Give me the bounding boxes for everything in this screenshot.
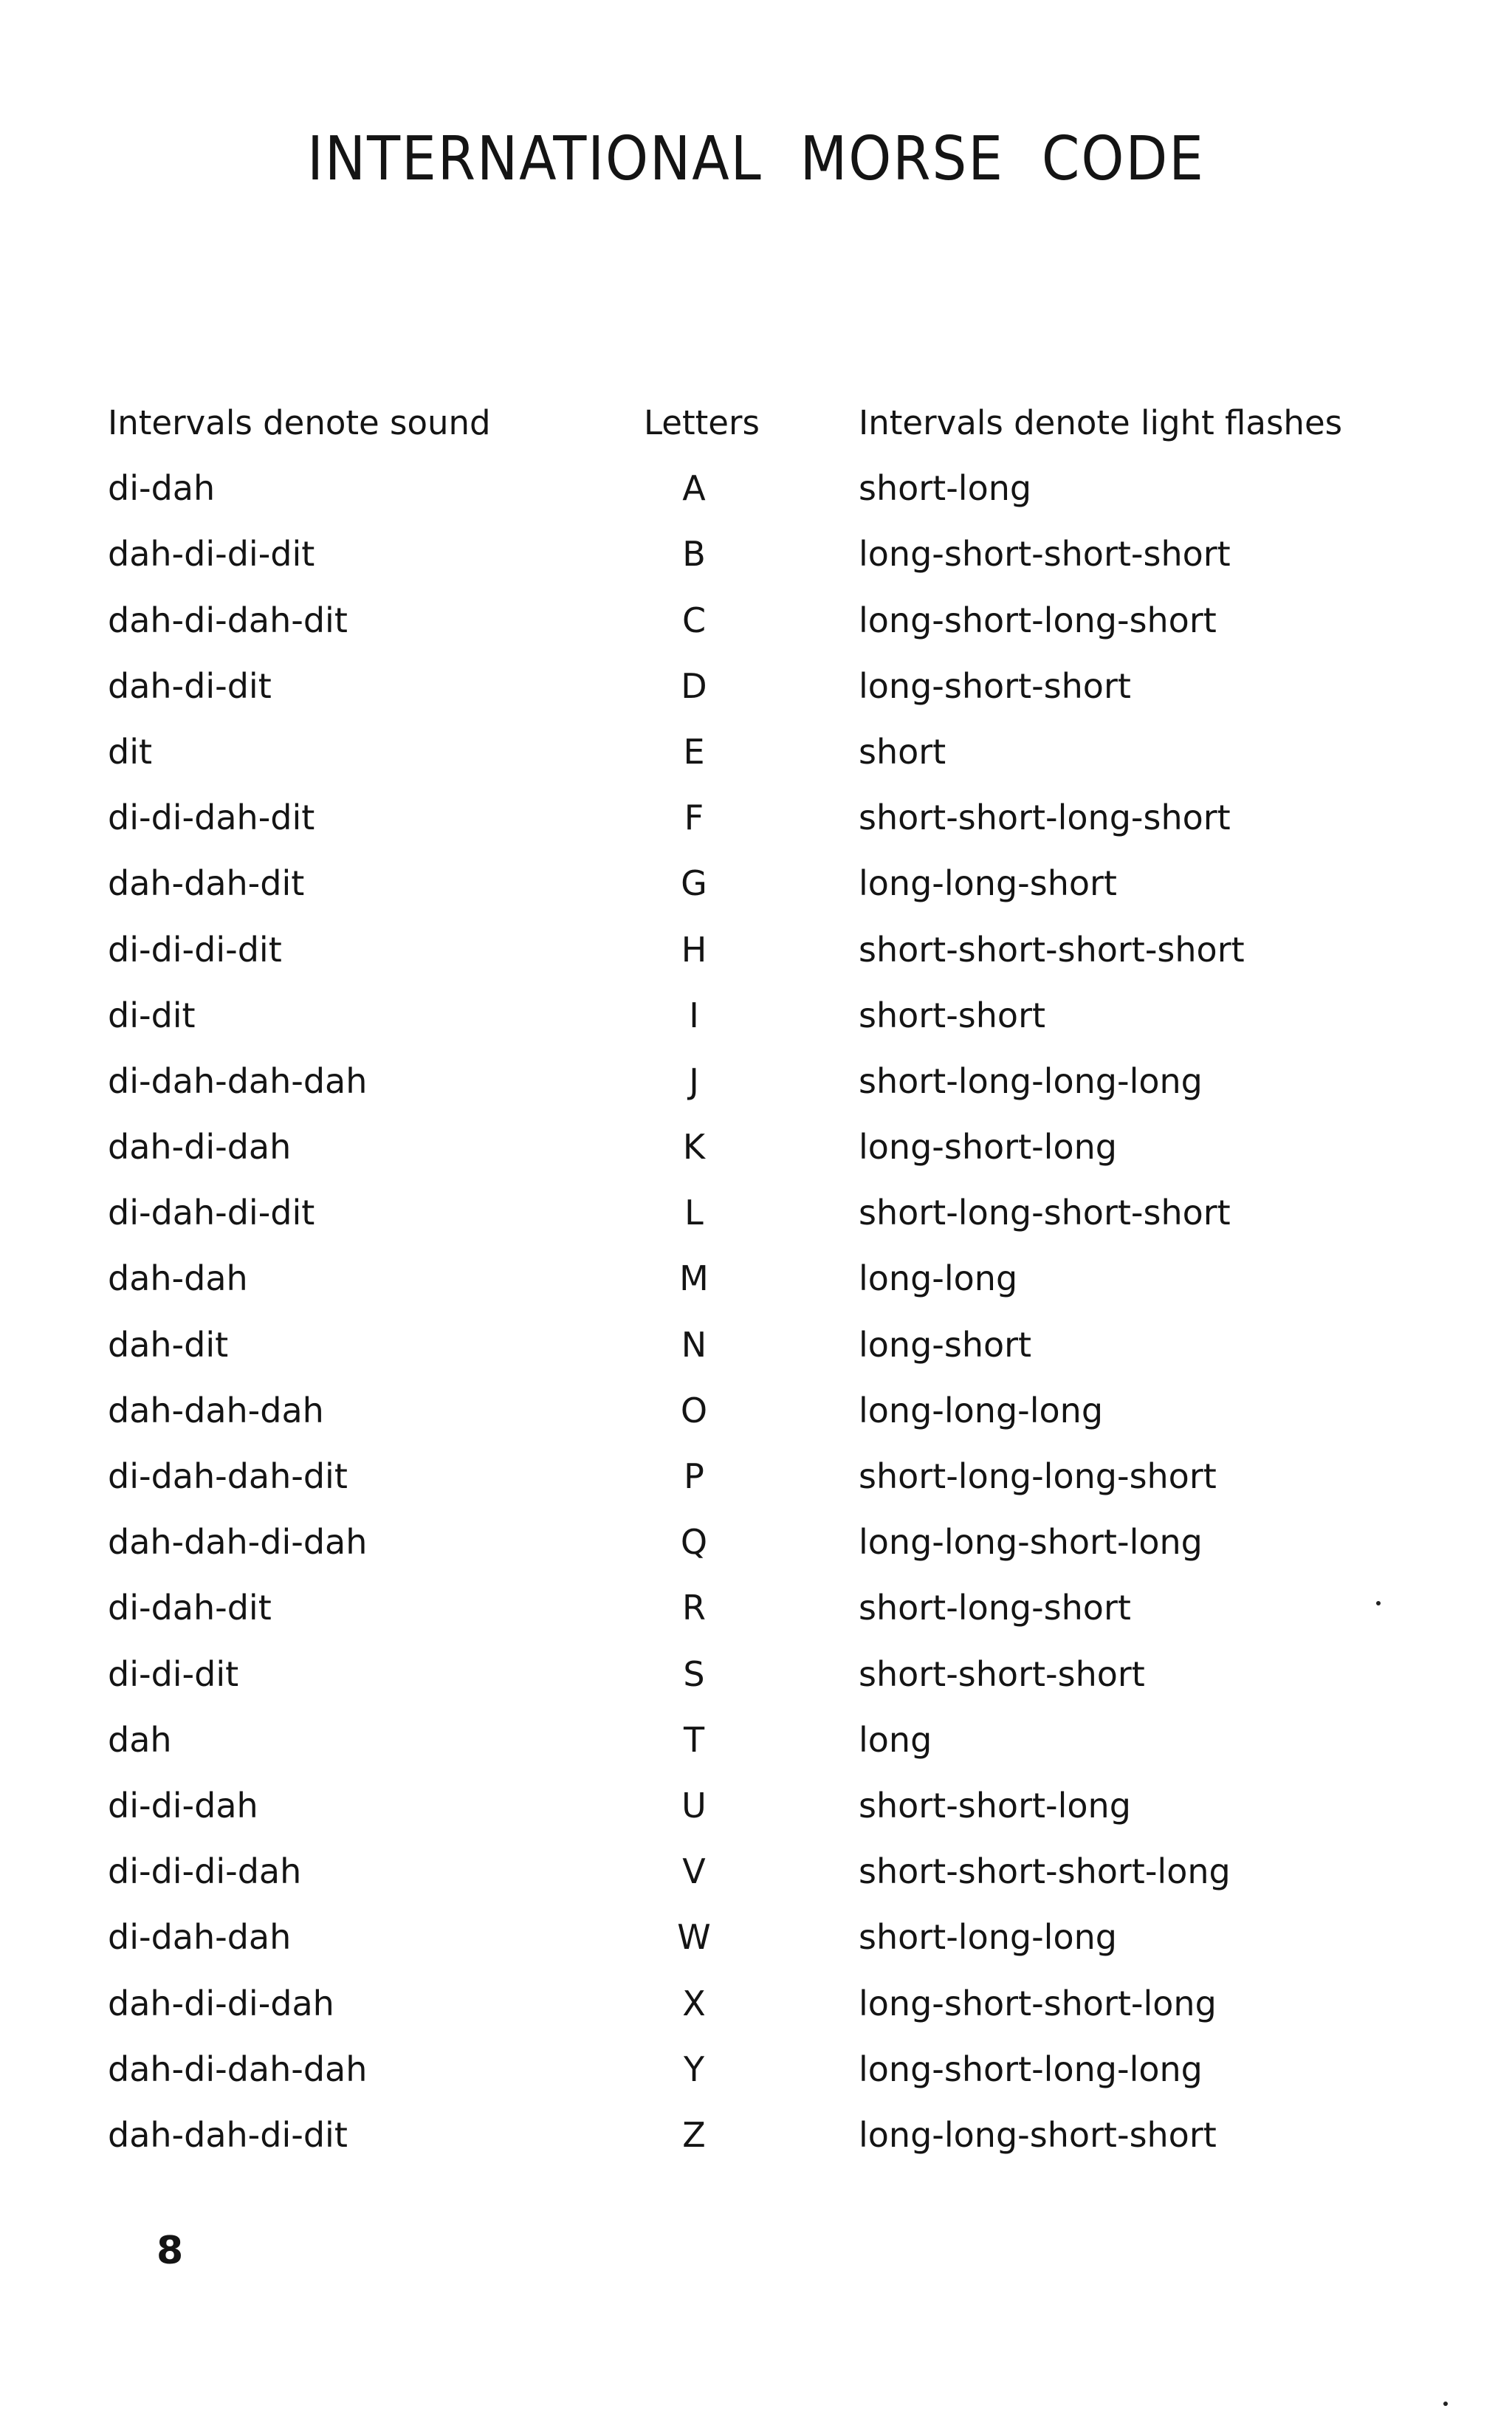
light-cell: long-short-short bbox=[859, 665, 1131, 706]
table-row bbox=[0, 2037, 1512, 2102]
table-row bbox=[0, 1509, 1512, 1575]
sound-cell: di-dit bbox=[108, 995, 196, 1035]
light-cell: long-short-short-long bbox=[859, 1983, 1217, 2023]
light-cell: short-long-short bbox=[859, 1588, 1131, 1628]
table-row bbox=[0, 588, 1512, 654]
light-cell: long-short-long-short bbox=[859, 600, 1217, 640]
print-speck bbox=[1443, 2402, 1448, 2406]
sound-cell: di-di-di-dah bbox=[108, 1851, 302, 1892]
table-row bbox=[0, 1114, 1512, 1180]
sound-cell: dah-dah bbox=[108, 1258, 248, 1299]
table-row bbox=[0, 1444, 1512, 1509]
light-cell: short bbox=[859, 731, 946, 772]
morse-code-table bbox=[0, 390, 1512, 2168]
letter-cell: T bbox=[683, 1719, 705, 1760]
light-cell: short-long-long-short bbox=[859, 1456, 1217, 1496]
table-row bbox=[0, 719, 1512, 785]
sound-cell: dah-dah-di-dah bbox=[108, 1522, 368, 1563]
table-row bbox=[0, 785, 1512, 851]
table-row bbox=[0, 1575, 1512, 1641]
header-sound: Intervals denote sound bbox=[108, 403, 491, 442]
light-cell: long-short-long bbox=[859, 1127, 1117, 1168]
sound-cell: di-dah bbox=[108, 468, 216, 509]
letter-cell: M bbox=[679, 1258, 709, 1299]
sound-cell: dah-dit bbox=[108, 1324, 229, 1365]
light-cell: short-short-short-long bbox=[859, 1851, 1231, 1892]
letter-cell: V bbox=[682, 1851, 706, 1892]
letter-cell: H bbox=[681, 929, 707, 970]
letter-cell: Q bbox=[680, 1522, 708, 1563]
table-row bbox=[0, 1905, 1512, 1970]
sound-cell: di-dah-di-dit bbox=[108, 1193, 315, 1233]
table-row bbox=[0, 1642, 1512, 1707]
table-row bbox=[0, 851, 1512, 916]
letter-cell: Y bbox=[683, 2049, 705, 2089]
table-row bbox=[0, 1707, 1512, 1773]
sound-cell: di-di-dah bbox=[108, 1785, 258, 1826]
letter-cell: P bbox=[684, 1456, 704, 1496]
sound-cell: di-di-dit bbox=[108, 1653, 239, 1694]
letter-cell: S bbox=[683, 1653, 705, 1694]
letter-cell: N bbox=[681, 1324, 707, 1365]
light-cell: short-long-short-short bbox=[859, 1193, 1231, 1233]
sound-cell: di-di-di-dit bbox=[108, 929, 282, 970]
header-letters: Letters bbox=[644, 403, 760, 442]
letter-cell: K bbox=[682, 1127, 706, 1168]
light-cell: short-short bbox=[859, 995, 1046, 1035]
sound-cell: dah-di-dah bbox=[108, 1127, 292, 1168]
table-row bbox=[0, 983, 1512, 1049]
table-row bbox=[0, 1971, 1512, 2037]
letter-cell: B bbox=[682, 534, 706, 575]
light-cell: long-long bbox=[859, 1258, 1018, 1299]
sound-cell: dit bbox=[108, 731, 153, 772]
light-cell: long-short-short-short bbox=[859, 534, 1231, 575]
sound-cell: di-dah-dah-dah bbox=[108, 1060, 368, 1101]
table-row bbox=[0, 1773, 1512, 1839]
sound-cell: dah-dah-dah bbox=[108, 1390, 324, 1430]
letter-cell: U bbox=[681, 1785, 707, 1826]
letter-cell: A bbox=[682, 468, 706, 509]
table-row bbox=[0, 2102, 1512, 2168]
light-cell: short-short-long bbox=[859, 1785, 1131, 1826]
light-cell: long-long-long bbox=[859, 1390, 1104, 1430]
sound-cell: dah-di-di-dit bbox=[108, 534, 315, 575]
table-row bbox=[0, 1246, 1512, 1312]
letter-cell: L bbox=[684, 1193, 704, 1233]
table-row bbox=[0, 1312, 1512, 1378]
letter-cell: O bbox=[680, 1390, 708, 1430]
letter-cell: Z bbox=[682, 2114, 706, 2155]
table-body bbox=[0, 456, 1512, 2168]
letter-cell: D bbox=[681, 665, 707, 706]
sound-cell: dah-dah-di-dit bbox=[108, 2114, 348, 2155]
letter-cell: F bbox=[684, 798, 704, 838]
sound-cell: di-di-dah-dit bbox=[108, 798, 315, 838]
table-row bbox=[0, 1180, 1512, 1246]
table-row bbox=[0, 456, 1512, 521]
light-cell: long-long-short bbox=[859, 863, 1117, 904]
light-cell: long bbox=[859, 1719, 932, 1760]
header-light: Intervals denote light flashes bbox=[859, 403, 1343, 442]
table-row bbox=[0, 1378, 1512, 1444]
letter-cell: E bbox=[683, 731, 705, 772]
letter-cell: X bbox=[682, 1983, 706, 2023]
light-cell: short-short-short bbox=[859, 1653, 1145, 1694]
light-cell: long-short-long-long bbox=[859, 2049, 1203, 2089]
sound-cell: dah-di-dah-dah bbox=[108, 2049, 368, 2089]
table-row bbox=[0, 521, 1512, 587]
light-cell: short-long bbox=[859, 468, 1032, 509]
sound-cell: di-dah-dah bbox=[108, 1917, 292, 1958]
sound-cell: dah-dah-dit bbox=[108, 863, 305, 904]
print-speck bbox=[1376, 1601, 1381, 1605]
sound-cell: dah-di-dah-dit bbox=[108, 600, 348, 640]
light-cell: long-long-short-long bbox=[859, 1522, 1203, 1563]
letter-cell: C bbox=[681, 600, 707, 640]
light-cell: long-short bbox=[859, 1324, 1032, 1365]
page-title: INTERNATIONAL MORSE CODE bbox=[307, 124, 1205, 194]
sound-cell: dah bbox=[108, 1719, 172, 1760]
letter-cell: R bbox=[682, 1588, 706, 1628]
sound-cell: di-dah-dit bbox=[108, 1588, 272, 1628]
letter-cell: J bbox=[689, 1060, 699, 1101]
light-cell: short-long-long bbox=[859, 1917, 1117, 1958]
table-row bbox=[0, 654, 1512, 719]
letter-cell: G bbox=[681, 863, 707, 904]
page-number: 8 bbox=[157, 2229, 184, 2273]
table-row bbox=[0, 1049, 1512, 1114]
table-header bbox=[0, 390, 1512, 456]
light-cell: short-short-short-short bbox=[859, 929, 1245, 970]
light-cell: long-long-short-short bbox=[859, 2114, 1217, 2155]
letter-cell: I bbox=[689, 995, 699, 1035]
table-row bbox=[0, 1839, 1512, 1905]
light-cell: short-long-long-long bbox=[859, 1060, 1203, 1101]
table-row bbox=[0, 917, 1512, 983]
light-cell: short-short-long-short bbox=[859, 798, 1231, 838]
sound-cell: dah-di-dit bbox=[108, 665, 272, 706]
sound-cell: dah-di-di-dah bbox=[108, 1983, 334, 2023]
sound-cell: di-dah-dah-dit bbox=[108, 1456, 348, 1496]
letter-cell: W bbox=[677, 1917, 711, 1958]
